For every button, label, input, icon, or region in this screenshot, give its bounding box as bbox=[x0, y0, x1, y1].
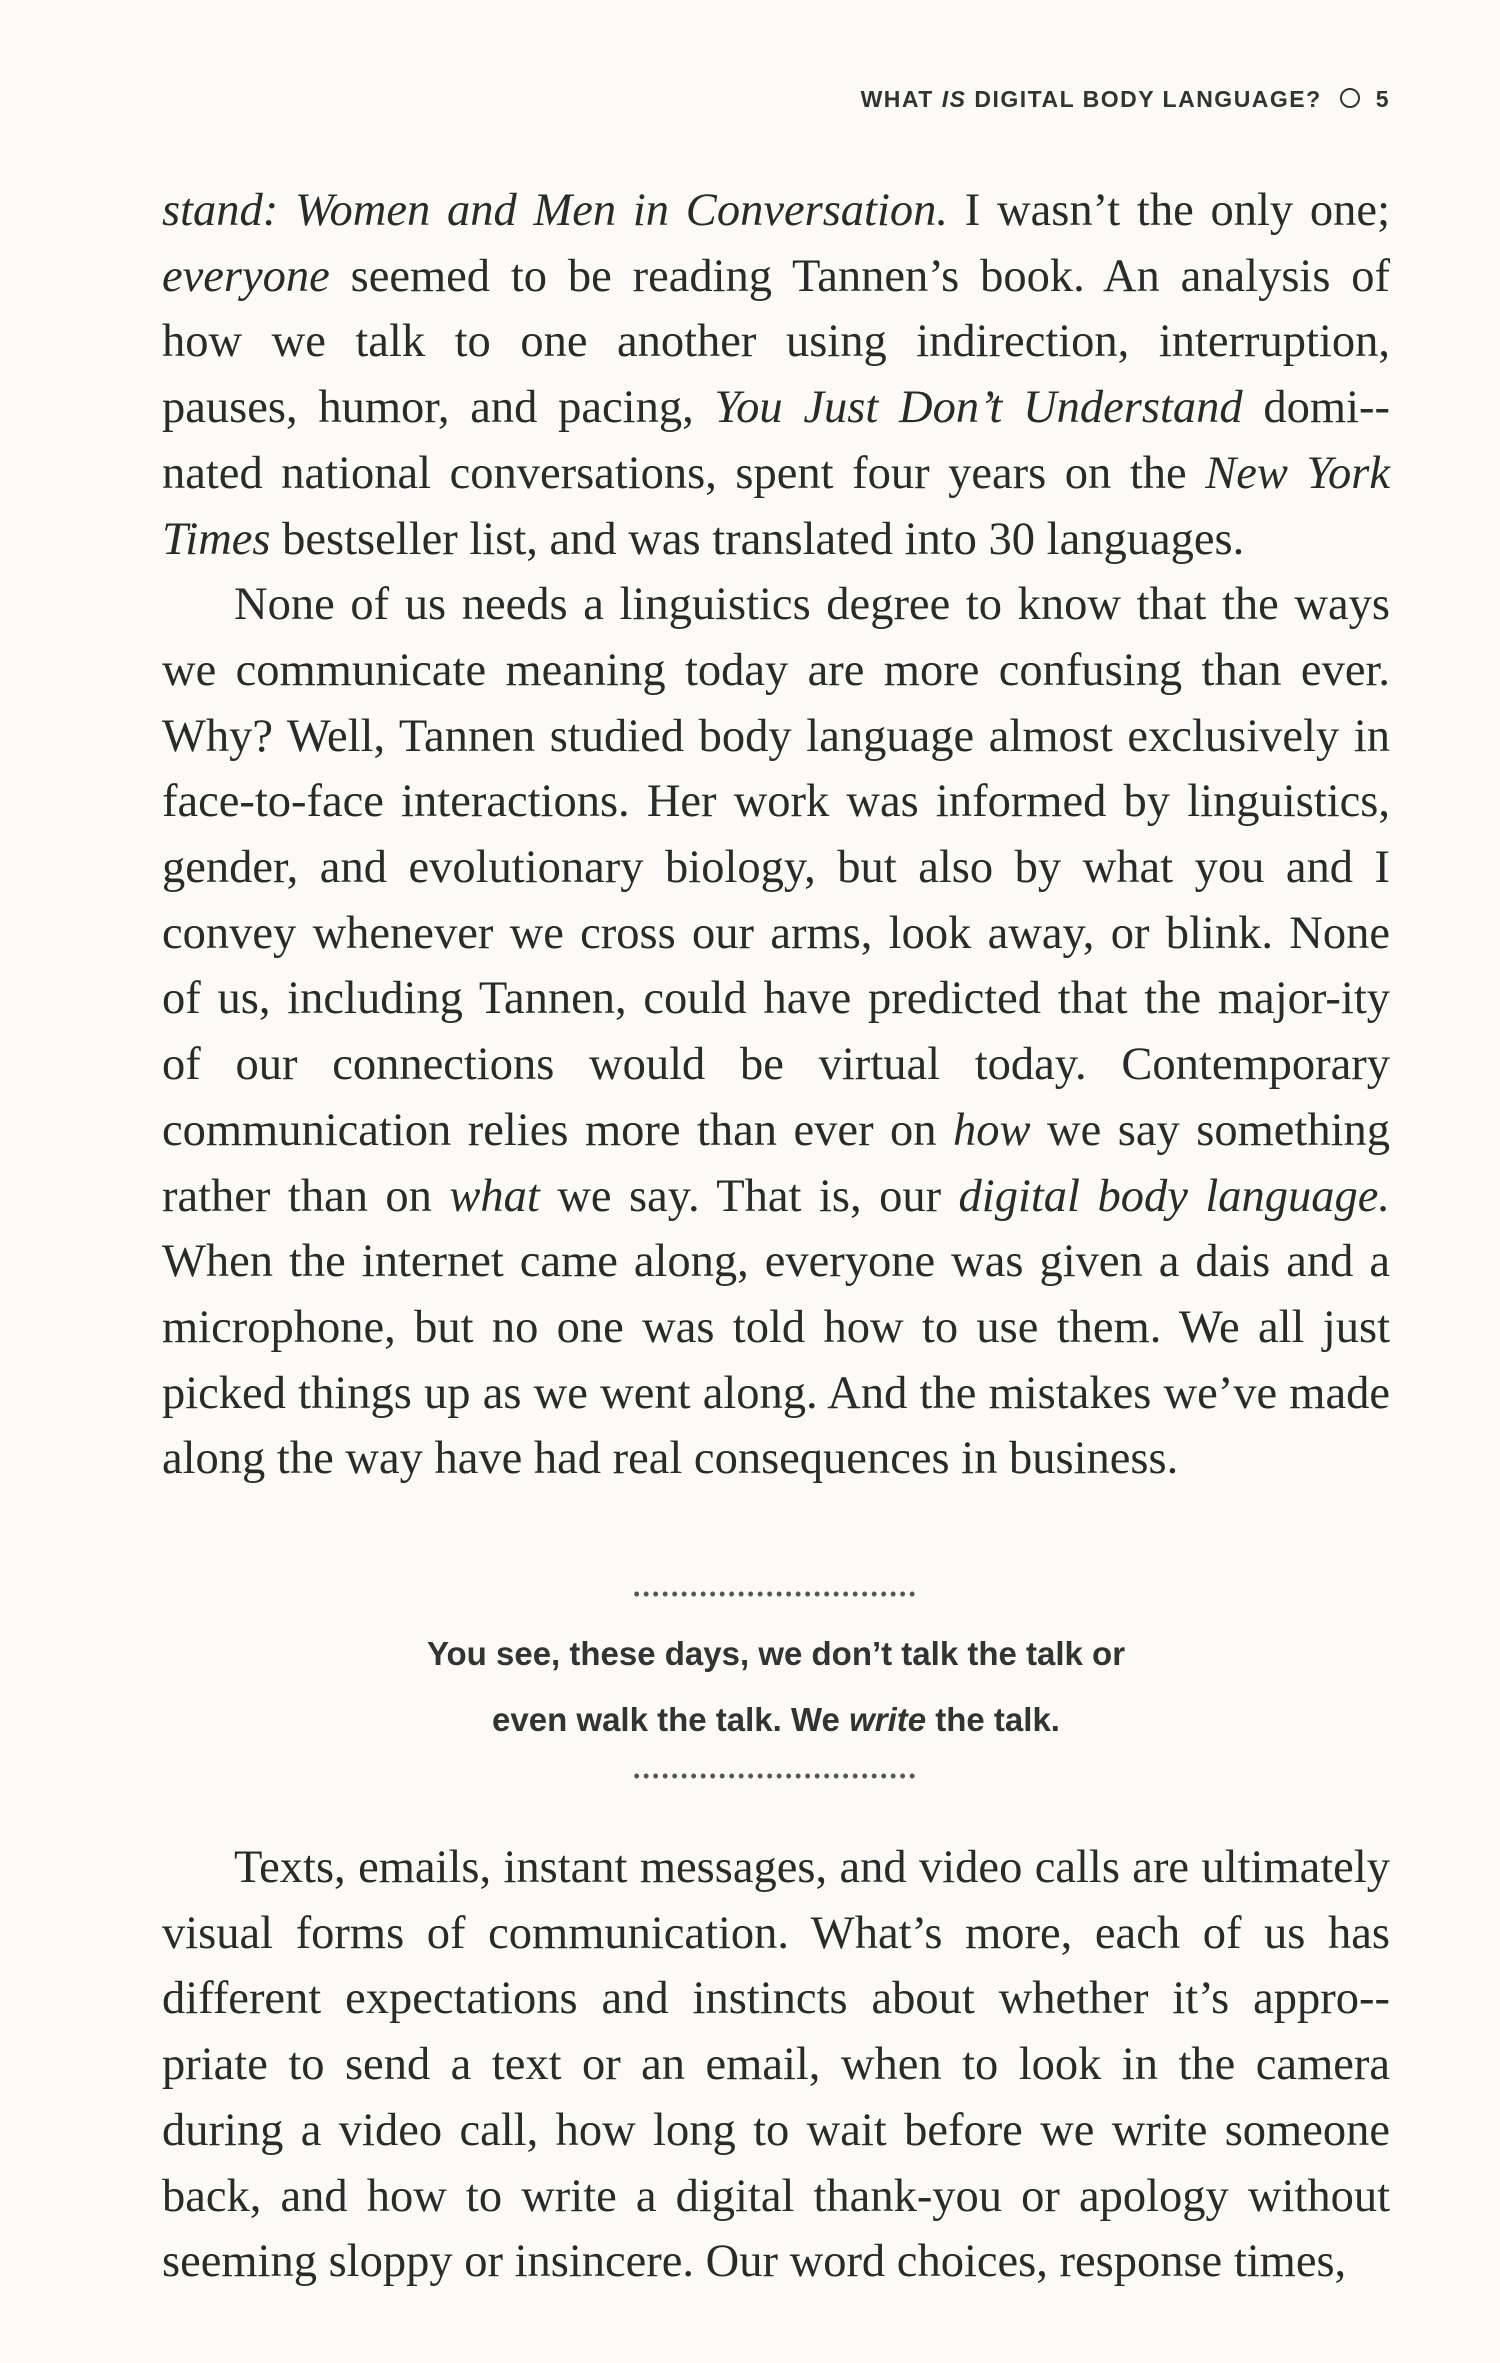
paragraph-3: Texts, emails, instant messages, and video calls are ultimately visual forms of communication. What’s more, each of us has different expectations and instincts about whether it’s appro-priate to send a text or an email, when to look in the camera during a video call, how long to wait before we write someone back, and how to write a digital thank-you or apology without seeming sloppy or insincere. Our word choices, response times, bbox=[162, 1842, 1390, 2288]
page-number: 5 bbox=[1375, 86, 1390, 112]
book-title-you-just-dont-understand: You Just Don’t Understand bbox=[714, 382, 1243, 434]
paragraph-1-text-d: bestseller list, and was translated into 30 languages. bbox=[270, 513, 1245, 565]
header-title-emph: IS bbox=[941, 86, 967, 112]
newspaper-title: New York Times bbox=[162, 447, 1390, 565]
pull-quote-line-2-b: the talk. bbox=[926, 1701, 1060, 1738]
dotted-rule-bottom: •••••••••••••••••••••••••••••• bbox=[633, 1766, 919, 1786]
pull-quote-line-2-a: even walk the talk. We bbox=[492, 1701, 850, 1738]
emphasis-everyone: everyone bbox=[162, 250, 330, 302]
pull-quote bbox=[162, 1585, 1390, 1785]
paragraph-1-text-b: seemed to be reading Tannen’s book. An analysis of how we talk to one another using indirection, interruption, pauses, humor, and pacing, bbox=[162, 250, 1390, 434]
circle-ornament-icon bbox=[1340, 88, 1360, 108]
book-title-continuation: stand: Women and Men in Conversation. bbox=[162, 185, 949, 236]
emphasis-what: what bbox=[449, 1170, 540, 1222]
text-block-top bbox=[162, 178, 1390, 1492]
paragraph-1-text-a: I wasn’t the only one; bbox=[948, 185, 1390, 236]
emphasis-how: how bbox=[953, 1104, 1031, 1156]
paragraph-2-text-d: When the internet came along, everyone was given a dais and a microphone, but no one was told how to use them. We all just picked things up as we went along. And the mistakes we’ve made along the way have had real consequences in business. bbox=[162, 1236, 1390, 1485]
paragraph-2-text-b: we say something rather than on bbox=[162, 1104, 1390, 1222]
header-title-prefix: WHAT bbox=[860, 86, 942, 112]
running-header bbox=[861, 86, 1390, 113]
paragraph-1 bbox=[162, 178, 1390, 572]
pull-quote-text bbox=[162, 1621, 1390, 1753]
emphasis-digital-body-language: digital body language. bbox=[958, 1170, 1391, 1222]
pull-quote-line-1: You see, these days, we don’t talk the talk or bbox=[426, 1635, 1126, 1672]
paragraph-1-text-c: domi-nated national conversations, spent four years on the bbox=[162, 382, 1390, 499]
header-title-suffix: DIGITAL BODY LANGUAGE? bbox=[966, 86, 1322, 112]
paragraph-2-text-a: None of us needs a linguistics degree to know that the ways we communicate meaning today are more confusing than ever. Why? Well, Tannen studied body language almost exclusively in face-to-face interactions. Her work was informed by linguistics, gender, and evolutionary biology, but also by what you and I convey whenever we cross our arms, look away, or blink. None of us, including Tannen, could have predicted that the major-ity of our connections would be virtual today. Contemporary communication relies more than ever on bbox=[162, 579, 1390, 1156]
paragraph-2 bbox=[162, 572, 1390, 1492]
paragraph-2-text-c: we say. That is, our bbox=[539, 1170, 959, 1222]
dotted-rule-top: •••••••••••••••••••••••••••••• bbox=[633, 1584, 919, 1604]
text-block-bottom bbox=[162, 1835, 1390, 2295]
emphasis-write: write bbox=[849, 1701, 927, 1738]
